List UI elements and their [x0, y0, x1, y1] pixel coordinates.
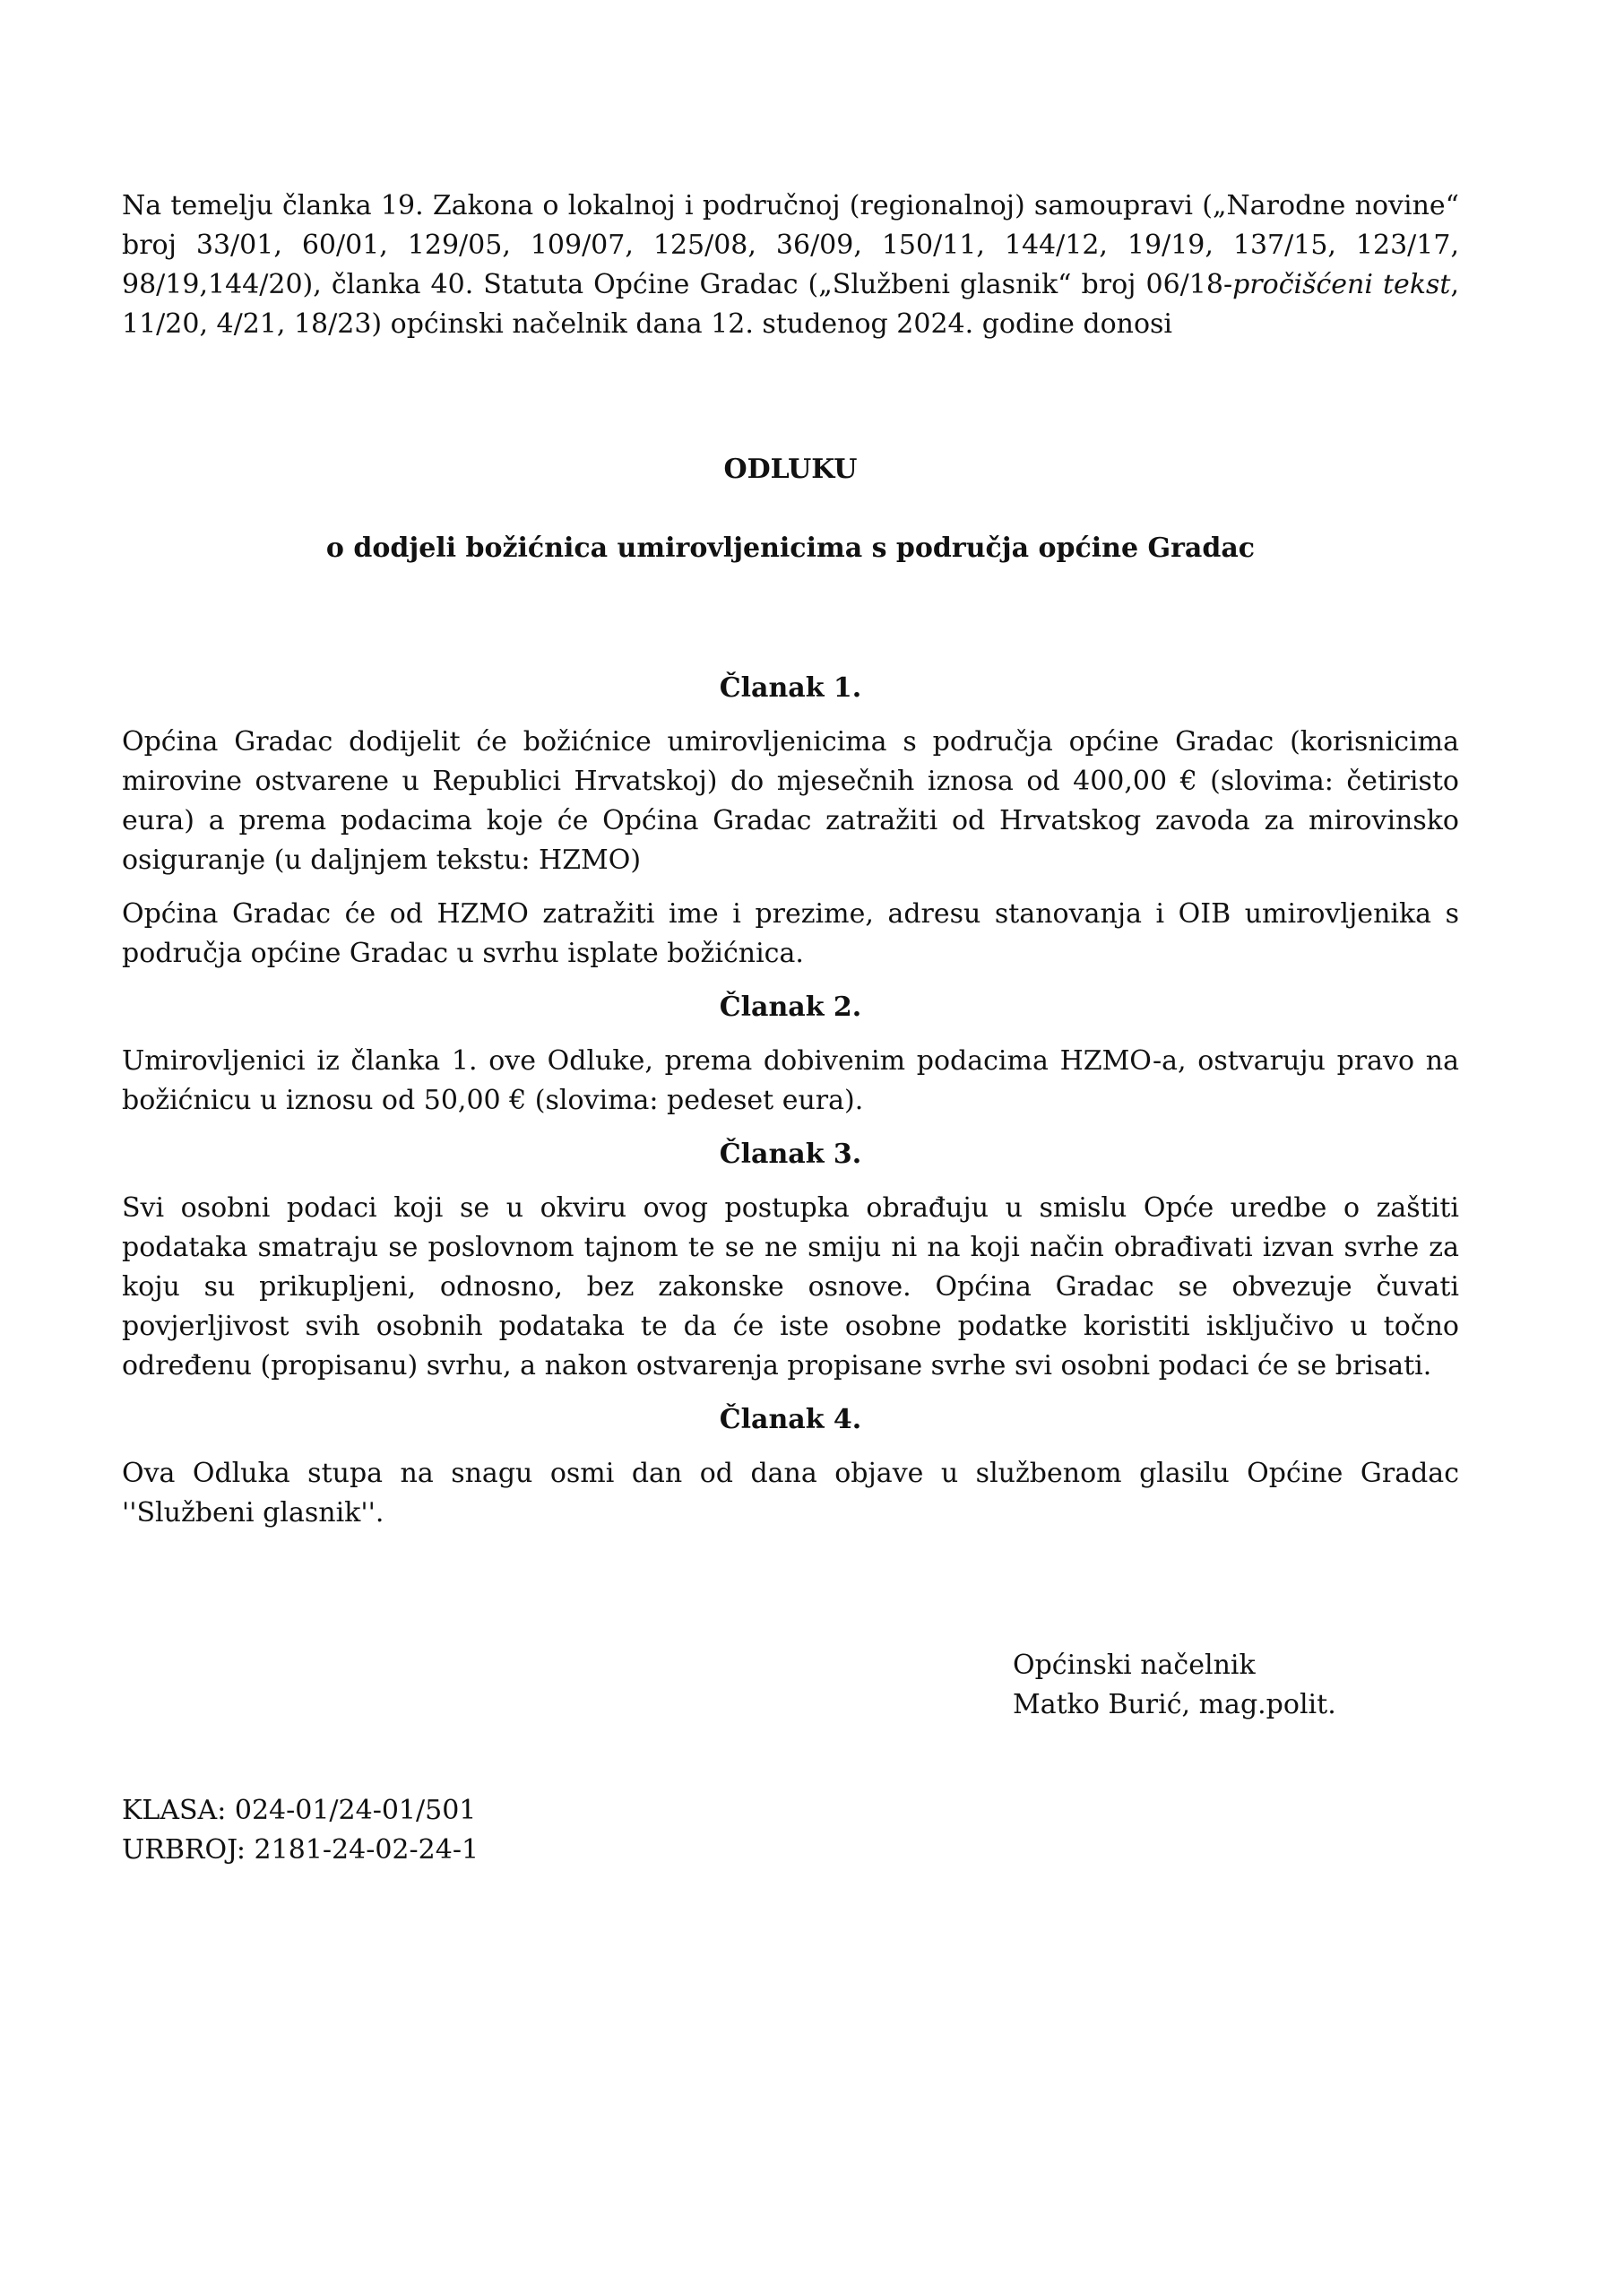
document-title: ODLUKU	[723, 454, 858, 485]
preamble-text: Na temelju članka 19. Zakona o lokalnoj i područnoj (regionalnoj) samoupravi („Narodne novine“ broj 33/01, 60/01, 129/05, 109/07, 125/08, 36/09, 150/11, 144/12, 19/19, 137/15, 123/17, 98/19,144/20), članka 40. Statuta Općine Gradac („Službeni glasnik“ broj 06/18-	[122, 190, 1459, 300]
article-2-heading: Članak 2.	[719, 992, 862, 1023]
article-1-paragraph-1: Općina Gradac dodijelit će božićnice umirovljenicima s područja općine Gradac (korisnicima mirovine ostvarene u Republici Hrvatskoj) do mjesečnih iznosa od 400,00 € (slovima: četiristo eura) a prema podacima koje će Općina Gradac zatražiti od Hrvatskog zavoda za mirovinsko osiguranje (u daljnjem tekstu: HZMO)	[122, 726, 1459, 876]
preamble	[122, 186, 1459, 344]
registry-urbroj: URBROJ: 2181-24-02-24-1	[122, 1834, 479, 1866]
preamble-italic-text: pročišćeni tekst	[1232, 269, 1451, 300]
registry-block	[122, 1791, 479, 1870]
document-subtitle: o dodjeli božićnica umirovljenicima s područja općine Gradac	[325, 533, 1256, 564]
article-4-heading: Članak 4.	[719, 1404, 862, 1435]
article-1-paragraph-2: Općina Gradac će od HZMO zatražiti ime i prezime, adresu stanovanja i OIB umirovljenika s područja općine Gradac u svrhu isplate božićnica.	[122, 898, 1459, 969]
article-3-heading: Članak 3.	[719, 1139, 862, 1170]
article-2-paragraph-1: Umirovljenici iz članka 1. ove Odluke, prema dobivenim podacima HZMO-a, ostvaruju pravo na božićnicu u iznosu od 50,00 € (slovima: pedeset eura).	[122, 1045, 1459, 1116]
preamble-text-end: , 11/20, 4/21, 18/23) općinski načelnik dana 12. studenog 2024. godine donosi	[122, 269, 1459, 340]
article-3-paragraph-1: Svi osobni podaci koji se u okviru ovog postupka obrađuju u smislu Opće uredbe o zaštiti podataka smatraju se poslovnom tajnom te se ne smiju ni na koji način obrađivati izvan svrhe za koju su prikupljeni, odnosno, bez zakonske osnove. Općina Gradac se obvezuje čuvati povjerljivost svih osobnih podataka te da će iste osobne podatke koristiti isključivo u točno određenu (propisanu) svrhu, a nakon ostvarenja propisane svrhe svi osobni podaci će se brisati.	[122, 1192, 1459, 1381]
article-1-heading: Članak 1.	[719, 672, 862, 704]
signature-name: Matko Burić, mag.polit.	[1013, 1689, 1336, 1720]
registry-klasa: KLASA: 024-01/24-01/501	[122, 1795, 477, 1826]
signature-role: Općinski načelnik	[1013, 1650, 1256, 1681]
signature-block	[1013, 1646, 1336, 1725]
article-4-paragraph-1: Ova Odluka stupa na snagu osmi dan od dana objave u službenom glasilu Općine Gradac ''Službeni glasnik''.	[122, 1458, 1459, 1529]
document-body	[122, 186, 1459, 1533]
